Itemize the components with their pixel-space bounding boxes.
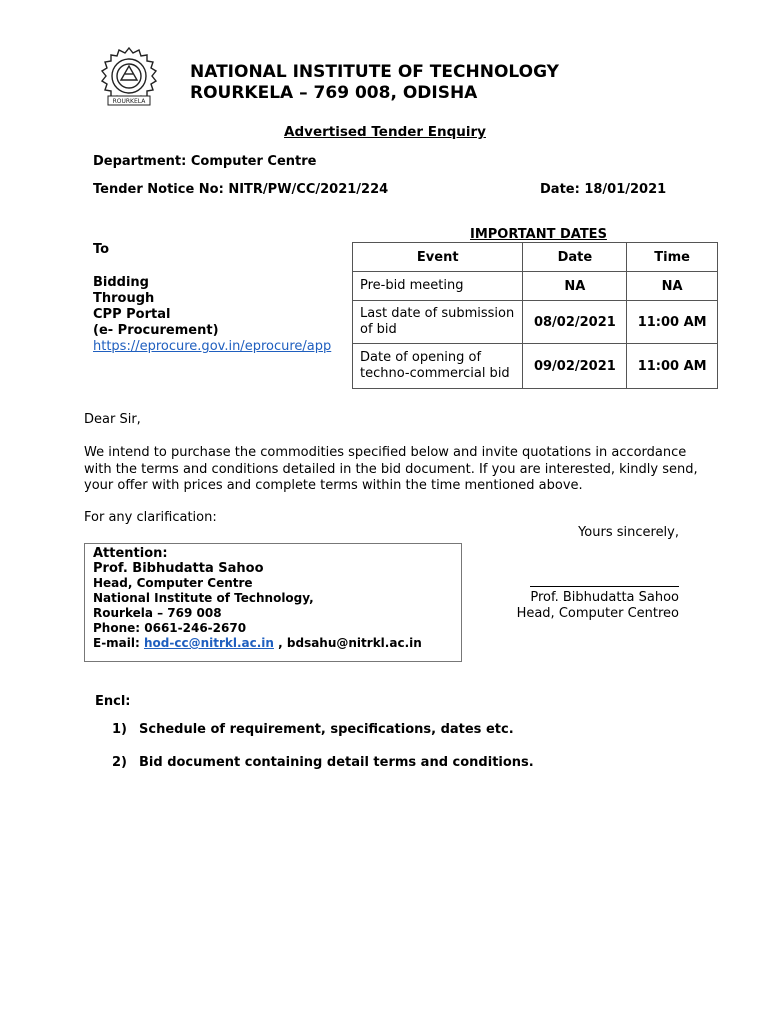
body-line: your offer with prices and complete terms within the time mentioned above. — [84, 478, 583, 493]
item-text: Schedule of requirement, specifications, dates etc. — [139, 722, 514, 737]
table-row — [353, 301, 718, 344]
email-secondary: , bdsahu@nitrkl.ac.in — [273, 636, 422, 650]
header-date: Date — [523, 243, 627, 272]
signature-title: Head, Computer Centreo — [516, 606, 679, 621]
bidding-line: Through — [93, 291, 155, 306]
bidding-line: (e- Procurement) — [93, 323, 219, 338]
attention-city: Rourkela – 769 008 — [93, 606, 222, 620]
closing: Yours sincerely, — [578, 525, 679, 540]
tender-number: Tender Notice No: NITR/PW/CC/2021/224 — [93, 182, 389, 197]
svg-text:ROURKELA: ROURKELA — [112, 98, 146, 105]
enclosure-label: Encl: — [95, 694, 131, 709]
eprocure-link[interactable]: https://eprocure.gov.in/eprocure/app — [93, 339, 332, 354]
important-dates-table — [352, 242, 718, 389]
body-paragraph — [84, 445, 698, 495]
table-row — [353, 272, 718, 301]
header-time: Time — [627, 243, 718, 272]
tender-date: Date: 18/01/2021 — [540, 182, 667, 197]
time-cell: 11:00 AM — [627, 344, 718, 389]
attention-label: Attention: — [93, 546, 168, 561]
attention-role: Head, Computer Centre — [93, 576, 253, 590]
to-label: To — [93, 242, 110, 257]
department: Department: Computer Centre — [93, 154, 317, 169]
email-label: E-mail: — [93, 636, 144, 650]
date-cell: NA — [523, 272, 627, 301]
important-dates-heading: IMPORTANT DATES — [470, 227, 607, 242]
item-number: 1) — [112, 722, 127, 737]
document-title: Advertised Tender Enquiry — [284, 124, 486, 140]
salutation: Dear Sir, — [84, 412, 141, 427]
event-cell: Date of opening of techno-commercial bid — [353, 344, 523, 389]
clarification-text: For any clarification: — [84, 510, 217, 525]
bidding-line: CPP Portal — [93, 307, 171, 322]
institute-name: NATIONAL INSTITUTE OF TECHNOLOGY — [190, 62, 559, 82]
body-line: with the terms and conditions detailed in the bid document. If you are interested, kindly send, — [84, 461, 698, 477]
signature-line — [530, 586, 679, 587]
attention-phone: Phone: 0661-246-2670 — [93, 621, 247, 635]
attention-name: Prof. Bibhudatta Sahoo — [93, 561, 264, 576]
event-cell: Last date of submission of bid — [353, 301, 523, 344]
event-cell: Pre-bid meeting — [353, 272, 523, 301]
institute-address: ROURKELA – 769 008, ODISHA — [190, 83, 478, 103]
attention-box — [84, 543, 462, 662]
institute-header — [190, 62, 559, 104]
date-cell: 08/02/2021 — [523, 301, 627, 344]
body-line: We intend to purchase the commodities specified below and invite quotations in accordance — [84, 445, 687, 460]
time-cell: 11:00 AM — [627, 301, 718, 344]
enclosure-item — [112, 722, 514, 737]
time-cell: NA — [627, 272, 718, 301]
table-header-row — [353, 243, 718, 272]
header-event: Event — [353, 243, 523, 272]
bidding-info — [93, 275, 331, 355]
signature-name: Prof. Bibhudatta Sahoo — [530, 590, 679, 605]
attention-org: National Institute of Technology, — [93, 591, 314, 605]
attention-email — [93, 636, 453, 651]
table-row — [353, 344, 718, 389]
institute-logo — [96, 44, 162, 108]
date-cell: 09/02/2021 — [523, 344, 627, 389]
enclosure-item — [112, 755, 534, 770]
bidding-line: Bidding — [93, 275, 149, 290]
item-number: 2) — [112, 755, 127, 770]
item-text: Bid document containing detail terms and conditions. — [139, 755, 534, 770]
email-link[interactable]: hod-cc@nitrkl.ac.in — [143, 636, 274, 650]
